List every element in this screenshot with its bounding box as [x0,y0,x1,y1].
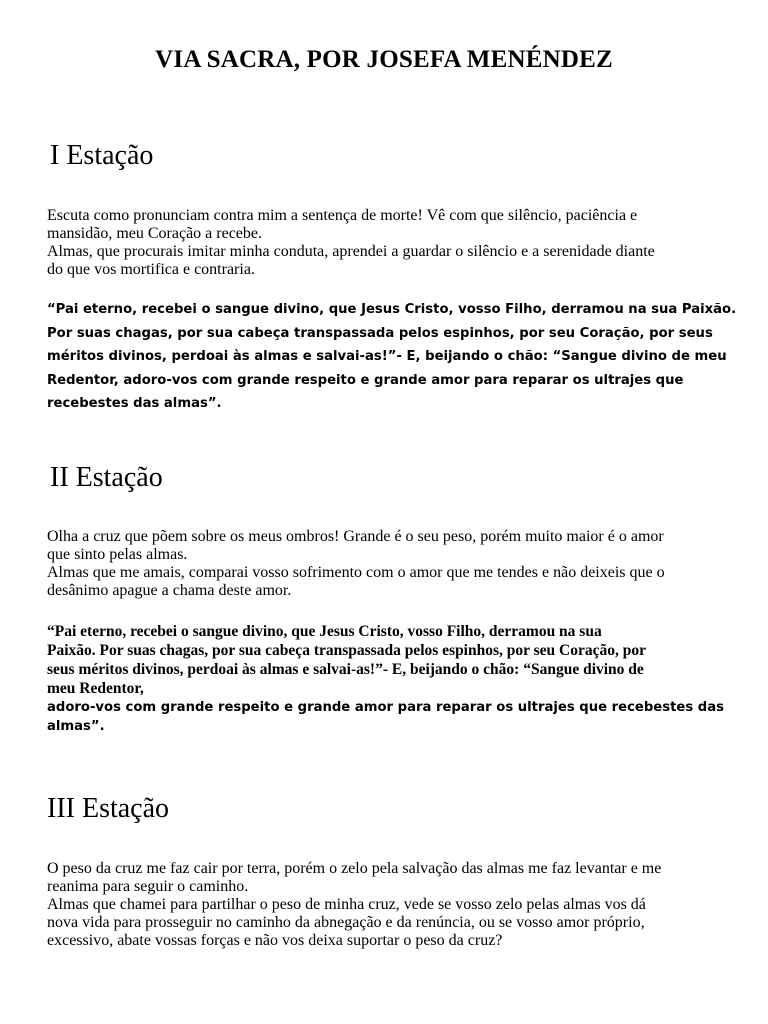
station-3-text-line: excessivo, abate vossas forças e não vos deixa suportar o peso da cruz? [47,932,503,949]
station-3-text [47,860,737,950]
station-3-text-line: nova vida para prosseguir no caminho da abnegação e da renúncia, ou se vosso amor próprio, [47,914,645,931]
station-2-prayer-line: almas”. [47,719,105,734]
station-2-prayer-line: Paixão. Por suas chagas, por sua cabeça transpassada pelos espinhos, por seu Coração, por [47,642,646,659]
station-2-text-line: que sinto pelas almas. [47,546,188,563]
station-1-text-line: mansidão, meu Coração a recebe. [47,225,263,242]
station-1-text [47,207,737,279]
station-2-text-line: Olha a cruz que põem sobre os meus ombros! Grande é o seu peso, porém muito maior é o amor [47,528,664,545]
station-2-text-line: Almas que me amais, comparai vosso sofrimento com o amor que me tendes e não deixeis que o [47,564,665,581]
station-3-text-line: reanima para seguir o caminho. [47,878,249,895]
station-2-heading: II Estação [50,462,163,493]
station-2-prayer-line: meu Redentor, [47,680,144,697]
station-1-prayer-line: Redentor, adoro-vos com grande respeito e grande amor para reparar os ultrajes que [47,372,684,388]
station-3-heading: III Estação [47,793,170,824]
station-1-text-line: Almas, que procurais imitar minha conduta, aprendei a guardar o silêncio e a serenidade diante [47,243,655,260]
station-1-prayer-line: Por suas chagas, por sua cabeça transpassada pelos espinhos, por seu Coração, por seus [47,325,713,341]
station-2-text-line: desânimo apague a chama deste amor. [47,582,292,599]
station-1-heading: I Estação [50,140,154,171]
station-1-text-line: do que vos mortifica e contraria. [47,261,255,278]
station-1-text-line: Escuta como pronunciam contra mim a sentença de morte! Vê com que silêncio, paciência e [47,207,638,224]
station-2-prayer-line: adoro-vos com grande respeito e grande amor para reparar os ultrajes que recebestes das [47,700,724,715]
station-2-text [47,528,737,600]
document-title: VIA SACRA, POR JOSEFA MENÉNDEZ [155,46,613,73]
station-1-prayer-line: méritos divinos, perdoai às almas e salvai-as!”- E, beijando o chão: “Sangue divino de meu [47,349,727,364]
station-1-prayer-line: recebestes das almas”. [47,396,222,411]
station-2-prayer [47,622,727,736]
station-1-prayer-line: “Pai eterno, recebei o sangue divino, que Jesus Cristo, vosso Filho, derramou na sua Paixão. [47,302,737,317]
station-2-prayer-line: seus méritos divinos, perdoai às almas e salvai-as!”- E, beijando o chão: “Sangue divino de [47,661,644,678]
station-3-text-line: Almas que chamei para partilhar o peso de minha cruz, vede se vosso zelo pelas almas vos dá [47,896,646,913]
station-3-text-line: O peso da cruz me faz cair por terra, porém o zelo pela salvação das almas me faz levantar e me [47,860,662,877]
station-2-prayer-line: “Pai eterno, recebei o sangue divino, que Jesus Cristo, vosso Filho, derramou na sua [47,623,602,640]
station-1-prayer [47,298,737,416]
